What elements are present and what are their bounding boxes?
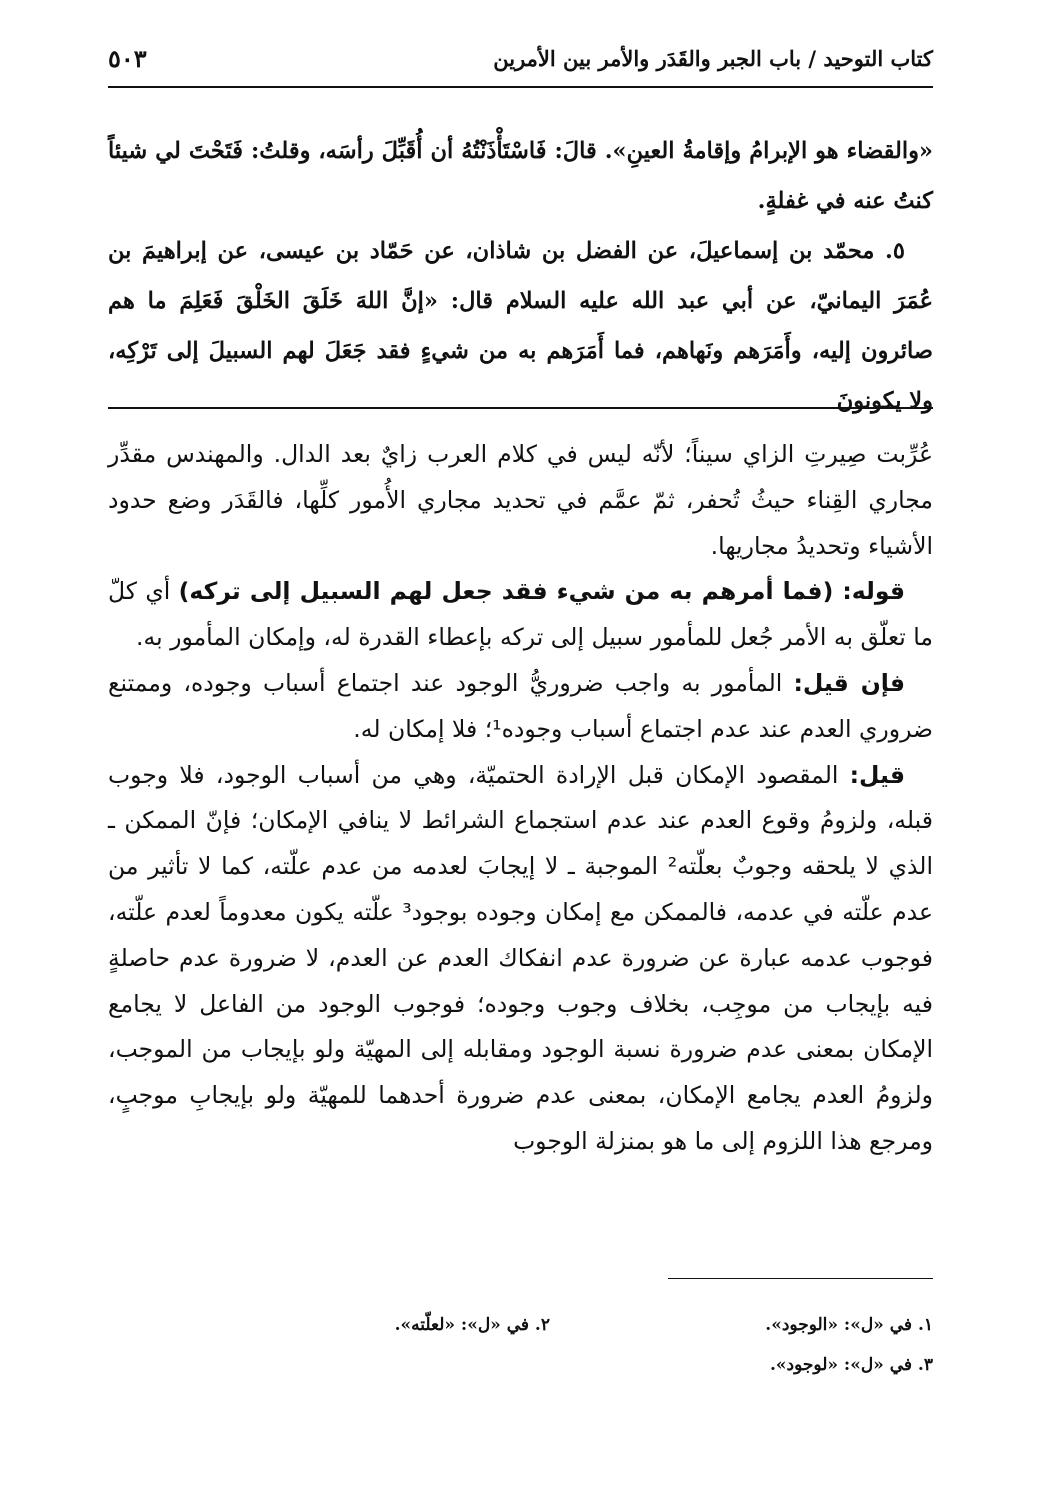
hadith-paragraph-1: «والقضاء هو الإبرامُ وإقامةُ العينِ». قالَ: فَاسْتَأْذَنْتُهُ أن أُقَبِّلَ رأسَه، وقلتُ: فَتَحْتَ لي شيئاً كنتُ عنه في غفلةٍ. [108, 138, 933, 214]
commentary-text [108, 432, 933, 1165]
commentary-lead-2: قوله: (فما أمرهم به من شيء فقد جعل لهم السبيل إلى تركه) [178, 577, 905, 606]
footnote-row [108, 1345, 933, 1385]
commentary-lead-3: فإن قيل: [793, 668, 905, 697]
commentary-lead-4: قيل: [849, 760, 905, 789]
footnote-3: ٣. في «ل»: «لوجود». [770, 1355, 933, 1375]
commentary-body-4: المقصود الإمكان قبل الإرادة الحتميّة، وهي من أسباب الوجود، فلا وجوب قبله، ولزومُ وقوع العدم عند عدم استجماع الشرائط لا ينافي الإمكان؛ فإنّ الممكن ـ الذي لا يلحقه وجوبٌ بعلّته² الموجبة ـ لا إيجابَ لعدمه من عدم علّته، كما لا تأثير من عدم علّته في عدمه، فالممكن مع إمكان وجوده بوجود³ علّته يكون معدوماً لعدم علّته، فوجوب عدمه عبارة عن ضرورة عدم انفكاك العدم عن العدم، لا ضرورة عدم حاصلةٍ فيه بإيجاب من موجِب، بخلاف وجوب وجوده؛ فوجوب الوجود من الفاعل لا يجامع الإمكان بمعنى عدم ضرورة نسبة الوجود ومقابله إلى المهيّة ولو بإيجاب من الموجب، ولزومُ العدم يجامع الإمكان، بمعنى عدم ضرورة أحدهما للمهيّة ولو بإيجابِ موجبٍ، ومرجع هذا اللزوم إلى ما هو بمنزلة الوجوب [108, 760, 933, 1155]
header-title: كتاب التوحيد / باب الجبر والقَدَر والأمر بين الأمرين [493, 46, 933, 71]
header-rule [108, 86, 933, 88]
commentary-paragraph-3 [108, 661, 933, 753]
commentary-separator [108, 407, 933, 409]
footnote-separator [668, 1278, 933, 1279]
footnote-2: ٢. في «ل»: «لعلّته». [394, 1315, 550, 1335]
hadith-text [108, 126, 933, 426]
commentary-paragraph-1: عُرِّبت صِيرتِ الزاي سيناً؛ لأنّه ليس في كلام العرب زايٌ بعد الدال. والمهندس مقدِّر مجاري القِناء حيثُ تُحفر، ثمّ عمَّم في تحديد مجاري الأُمور كلِّها، فالقَدَر وضع حدود الأشياء وتحديدُ مجاريها. [108, 440, 933, 560]
page-number: ٥٠٣ [108, 44, 147, 73]
hadith-paragraph-2: ٥. محمّد بن إسماعيلَ، عن الفضل بن شاذان، عن حَمّاد بن عيسى، عن إبراهيمَ بن عُمَرَ اليمانيّ، عن أبي عبد الله عليه السلام قال: «إنَّ اللهَ خَلَقَ الخَلْقَ فَعَلِمَ ما هم صائرون إليه، وأَمَرَهم ونَهاهم، فما أَمَرَهم به من شيءٍ فقد جَعَلَ لهم السبيلَ إلى تَرْكِه، ولا يكونونَ [108, 238, 933, 414]
commentary-paragraph-2 [108, 569, 933, 661]
running-header [108, 42, 933, 82]
footnote-1: ١. في «ل»: «الوجود». [765, 1315, 933, 1335]
commentary-body-2: أي كلّ ما تعلّق به الأمر جُعل للمأمور سبيل إلى تركه بإعطاء القدرة له، وإمكان المأمور به. [108, 577, 933, 652]
footnotes [108, 1305, 933, 1385]
commentary-paragraph-4 [108, 753, 933, 1165]
commentary-body-3: المأمور به واجب ضروريُّ الوجود عند اجتماع أسباب وجوده، وممتنع ضروري العدم عند عدم اجتماع أسباب وجوده¹؛ فلا إمكان له. [108, 668, 933, 743]
footnote-row [108, 1305, 933, 1345]
